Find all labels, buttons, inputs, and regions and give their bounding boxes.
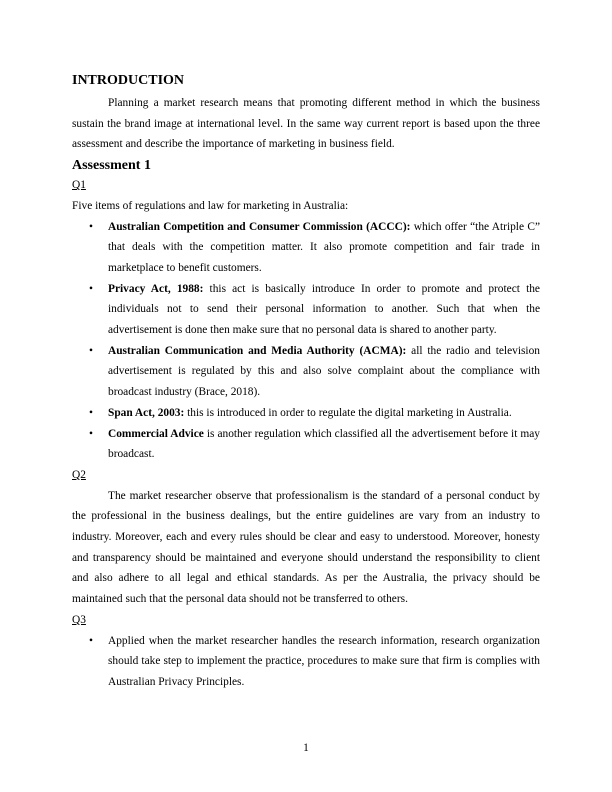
- list-item-title: Australian Competition and Consumer Commission (ACCC):: [108, 220, 411, 233]
- list-item: [72, 424, 540, 465]
- list-item: [72, 631, 540, 693]
- bullet-icon: •: [89, 406, 93, 419]
- question-label-q1: Q1: [72, 179, 86, 192]
- introduction-paragraph: Planning a market research means that promoting different method in which the business sustain the brand image at international level. In the same way current report is based upon the three assessment and describe the importance of marketing in business field.: [72, 97, 540, 151]
- question-label-q3: Q3: [72, 613, 86, 626]
- list-item: [72, 403, 540, 424]
- introduction-heading: INTRODUCTION: [72, 73, 185, 88]
- list-item: [72, 341, 540, 403]
- q1-regulation-list: [72, 217, 540, 465]
- bullet-icon: •: [89, 282, 93, 295]
- bullet-icon: •: [89, 344, 93, 357]
- list-item-text: which offer “the Atriple C” that deals with the competition matter. It also promote competition and fair trade in marketplace to benefit customers.: [108, 220, 540, 274]
- page-number: 1: [303, 742, 309, 754]
- list-item-text: this is introduced in order to regulate the digital marketing in Australia.: [184, 406, 512, 419]
- list-item-title: Span Act, 2003:: [108, 406, 185, 419]
- q3-list: [72, 631, 540, 693]
- list-item-text: Applied when the market researcher handles the research information, research organization should take step to implement the practice, procedures to make sure that firm is complies with Australian Privacy Principles.: [108, 634, 540, 688]
- bullet-icon: •: [89, 427, 93, 440]
- list-item: [72, 217, 540, 279]
- bullet-icon: •: [89, 220, 93, 233]
- list-item-text: all the radio and television advertisement is regulated by this and also solve complaint about the compliance with broadcast industry (Brace, 2018).: [108, 344, 540, 399]
- bullet-icon: •: [89, 634, 93, 647]
- document-page: [72, 72, 540, 693]
- list-item-title: Commercial Advice: [108, 427, 204, 440]
- list-item-text: this act is basically introduce In order to promote and protect the individuals not to send their personal information to another. Such that when the advertisement is done then make sure that no personal data is shared to another party.: [108, 282, 540, 337]
- list-item-text: is another regulation which classified all the advertisement before it may broadcast.: [108, 427, 541, 461]
- assessment-heading: Assessment 1: [72, 158, 151, 174]
- q2-paragraph: The market researcher observe that professionalism is the standard of a personal conduct by the professional in the business dealings, but the entire guidelines are vary from an industry to industry. Moreover, each and every rules should be clear and easy to understood. Moreover, honesty and transparency should be maintained and everyone should understand the responsibility to client and also adhere to all legal and ethical standards. As per the Australia, the privacy should be maintained such that the personal data should not be transferred to others.: [72, 489, 540, 606]
- question-label-q2: Q2: [72, 468, 86, 481]
- list-item-title: Privacy Act, 1988:: [108, 282, 204, 295]
- list-item-title: Australian Communication and Media Authority (ACMA):: [108, 344, 407, 357]
- q1-lead-text: Five items of regulations and law for marketing in Australia:: [72, 199, 349, 212]
- list-item: [72, 279, 540, 341]
